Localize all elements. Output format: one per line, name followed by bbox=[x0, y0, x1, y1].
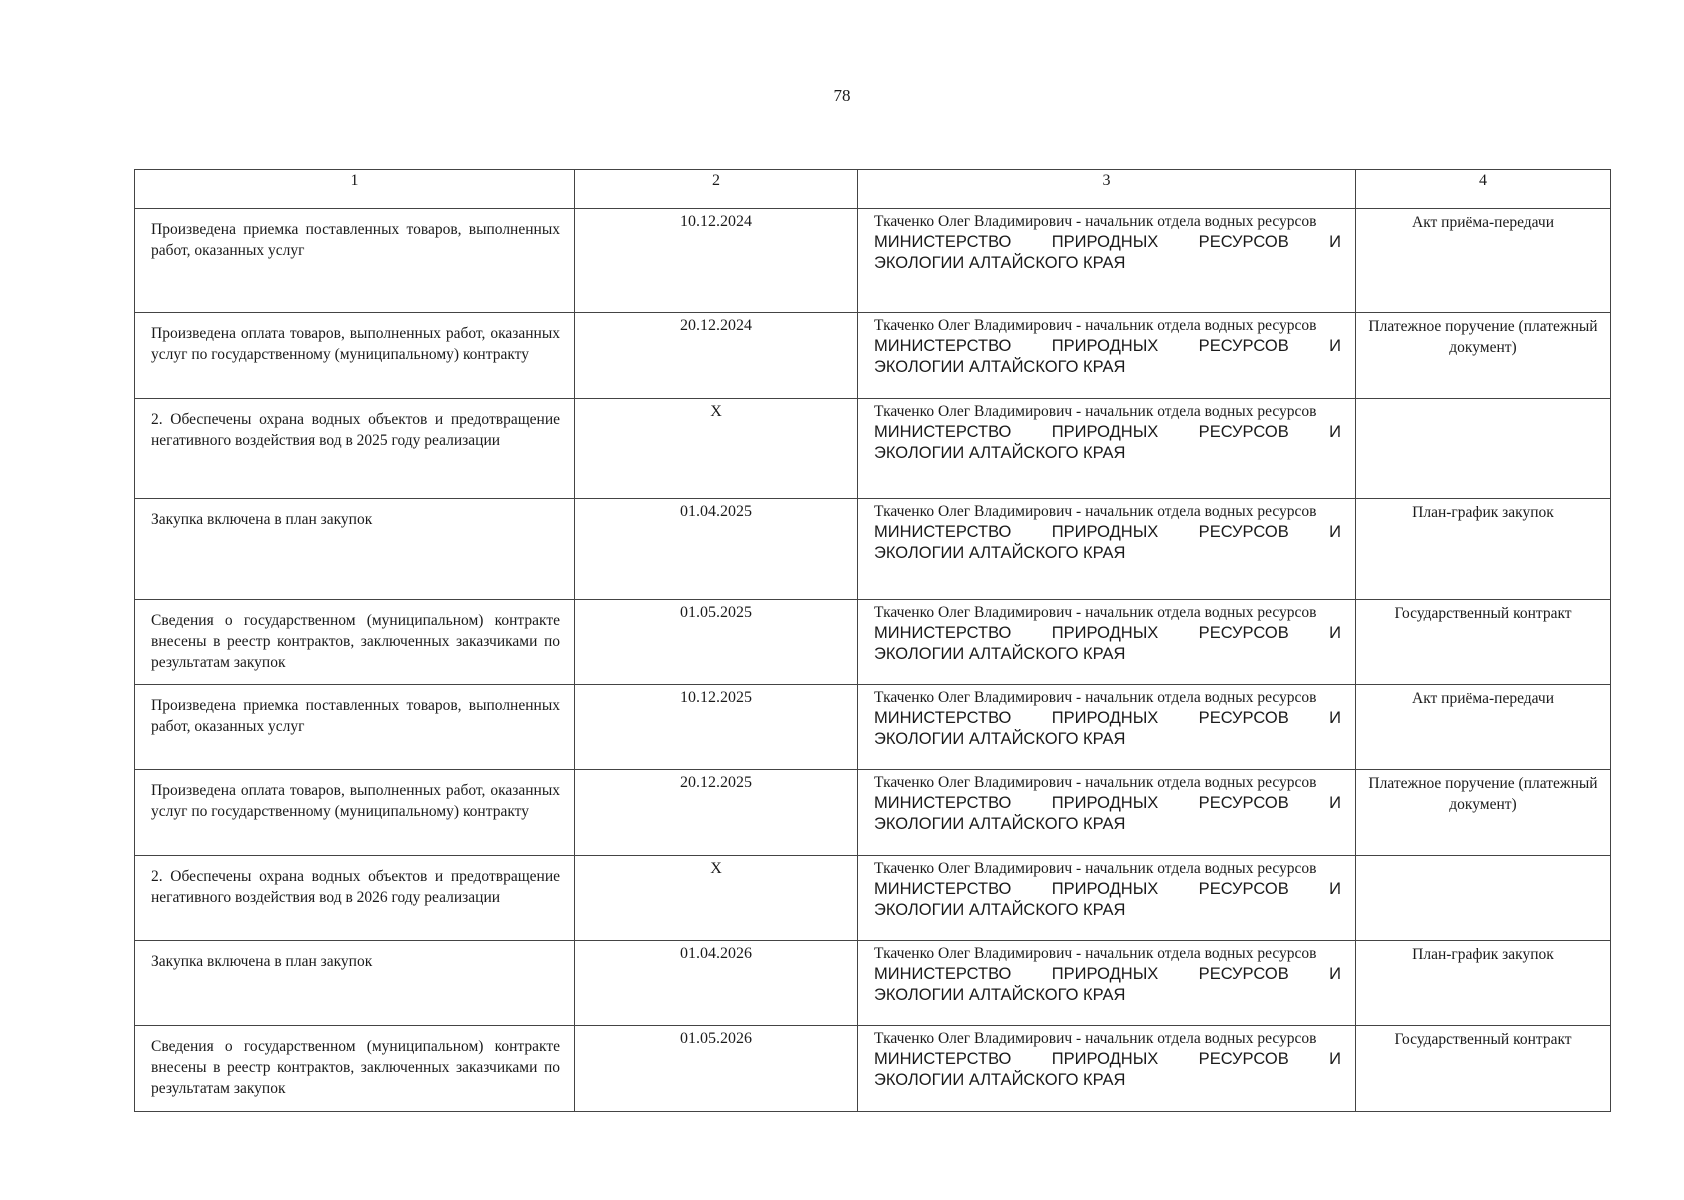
responsible-person: Ткаченко Олег Владимирович - начальник отдела водных ресурсов bbox=[874, 689, 1317, 706]
responsible-cell bbox=[858, 313, 1356, 399]
event-cell: Произведена приемка поставленных товаров, выполненных работ, оказанных услуг bbox=[135, 685, 575, 770]
column-number: 4 bbox=[1356, 170, 1611, 209]
responsible-cell bbox=[858, 856, 1356, 941]
organization-line: МИНИСТЕРСТВО ПРИРОДНЫХ РЕСУРСОВ И bbox=[874, 523, 1341, 541]
responsible-person: Ткаченко Олег Владимирович - начальник отдела водных ресурсов bbox=[874, 503, 1317, 520]
responsible-cell bbox=[858, 685, 1356, 770]
organization-line: ЭКОЛОГИИ АЛТАЙСКОГО КРАЯ bbox=[874, 901, 1126, 919]
table-row bbox=[135, 685, 1611, 770]
date-cell: 01.05.2026 bbox=[575, 1026, 858, 1112]
responsible-person: Ткаченко Олег Владимирович - начальник отдела водных ресурсов bbox=[874, 774, 1317, 791]
event-cell: Произведена оплата товаров, выполненных работ, оказанных услуг по государственному (муниципальному) контракту bbox=[135, 770, 575, 856]
table-row bbox=[135, 1026, 1611, 1112]
organization-line: МИНИСТЕРСТВО ПРИРОДНЫХ РЕСУРСОВ И bbox=[874, 794, 1341, 812]
organization-name bbox=[874, 232, 1341, 274]
responsible-cell bbox=[858, 209, 1356, 313]
column-number-row bbox=[135, 170, 1611, 209]
table-row bbox=[135, 856, 1611, 941]
document-cell bbox=[1356, 856, 1611, 941]
organization-line: ЭКОЛОГИИ АЛТАЙСКОГО КРАЯ bbox=[874, 544, 1126, 562]
organization-name bbox=[874, 793, 1341, 835]
organization-name bbox=[874, 422, 1341, 464]
table-row bbox=[135, 399, 1611, 499]
date-cell: 20.12.2024 bbox=[575, 313, 858, 399]
date-cell: 10.12.2024 bbox=[575, 209, 858, 313]
responsible-person: Ткаченко Олег Владимирович - начальник отдела водных ресурсов bbox=[874, 1030, 1317, 1047]
date-cell: 01.04.2026 bbox=[575, 941, 858, 1026]
organization-name bbox=[874, 708, 1341, 750]
responsible-person: Ткаченко Олег Владимирович - начальник отдела водных ресурсов bbox=[874, 945, 1317, 962]
document-cell: Акт приёма-передачи bbox=[1356, 209, 1611, 313]
organization-line: ЭКОЛОГИИ АЛТАЙСКОГО КРАЯ bbox=[874, 986, 1126, 1004]
column-number: 2 bbox=[575, 170, 858, 209]
responsible-cell bbox=[858, 399, 1356, 499]
event-cell: Закупка включена в план закупок bbox=[135, 499, 575, 600]
document-cell: Платежное поручение (платежный документ) bbox=[1356, 313, 1611, 399]
table-row bbox=[135, 941, 1611, 1026]
organization-name bbox=[874, 336, 1341, 378]
event-cell: Сведения о государственном (муниципальном) контракте внесены в реестр контрактов, заключенных заказчиками по результатам закупок bbox=[135, 600, 575, 685]
date-cell: X bbox=[575, 856, 858, 941]
organization-line: ЭКОЛОГИИ АЛТАЙСКОГО КРАЯ bbox=[874, 444, 1126, 462]
organization-line: МИНИСТЕРСТВО ПРИРОДНЫХ РЕСУРСОВ И bbox=[874, 233, 1341, 251]
organization-line: МИНИСТЕРСТВО ПРИРОДНЫХ РЕСУРСОВ И bbox=[874, 709, 1341, 727]
date-cell: 01.05.2025 bbox=[575, 600, 858, 685]
date-cell: 20.12.2025 bbox=[575, 770, 858, 856]
table-row bbox=[135, 499, 1611, 600]
organization-line: МИНИСТЕРСТВО ПРИРОДНЫХ РЕСУРСОВ И bbox=[874, 880, 1341, 898]
document-cell bbox=[1356, 399, 1611, 499]
responsible-cell bbox=[858, 941, 1356, 1026]
organization-line: ЭКОЛОГИИ АЛТАЙСКОГО КРАЯ bbox=[874, 645, 1126, 663]
event-cell: Закупка включена в план закупок bbox=[135, 941, 575, 1026]
organization-line: МИНИСТЕРСТВО ПРИРОДНЫХ РЕСУРСОВ И bbox=[874, 423, 1341, 441]
table-row bbox=[135, 600, 1611, 685]
organization-line: ЭКОЛОГИИ АЛТАЙСКОГО КРАЯ bbox=[874, 730, 1126, 748]
document-cell: Государственный контракт bbox=[1356, 600, 1611, 685]
organization-line: ЭКОЛОГИИ АЛТАЙСКОГО КРАЯ bbox=[874, 1071, 1126, 1089]
organization-name bbox=[874, 964, 1341, 1006]
responsible-cell bbox=[858, 499, 1356, 600]
event-cell: 2. Обеспечены охрана водных объектов и предотвращение негативного воздействия вод в 2026 году реализации bbox=[135, 856, 575, 941]
document-cell: Платежное поручение (платежный документ) bbox=[1356, 770, 1611, 856]
table-row bbox=[135, 770, 1611, 856]
event-cell: Произведена приемка поставленных товаров, выполненных работ, оказанных услуг bbox=[135, 209, 575, 313]
responsible-person: Ткаченко Олег Владимирович - начальник отдела водных ресурсов bbox=[874, 403, 1317, 420]
control-points-table bbox=[134, 169, 1611, 1112]
responsible-person: Ткаченко Олег Владимирович - начальник отдела водных ресурсов bbox=[874, 860, 1317, 877]
document-cell: План-график закупок bbox=[1356, 499, 1611, 600]
date-cell: X bbox=[575, 399, 858, 499]
organization-name bbox=[874, 1049, 1341, 1091]
document-cell: Акт приёма-передачи bbox=[1356, 685, 1611, 770]
organization-line: ЭКОЛОГИИ АЛТАЙСКОГО КРАЯ bbox=[874, 815, 1126, 833]
column-number: 3 bbox=[858, 170, 1356, 209]
page-number: 78 bbox=[833, 86, 851, 105]
responsible-person: Ткаченко Олег Владимирович - начальник отдела водных ресурсов bbox=[874, 213, 1317, 230]
organization-name bbox=[874, 879, 1341, 921]
responsible-cell bbox=[858, 770, 1356, 856]
responsible-person: Ткаченко Олег Владимирович - начальник отдела водных ресурсов bbox=[874, 317, 1317, 334]
document-cell: Государственный контракт bbox=[1356, 1026, 1611, 1112]
document-cell: План-график закупок bbox=[1356, 941, 1611, 1026]
organization-line: МИНИСТЕРСТВО ПРИРОДНЫХ РЕСУРСОВ И bbox=[874, 337, 1341, 355]
organization-line: МИНИСТЕРСТВО ПРИРОДНЫХ РЕСУРСОВ И bbox=[874, 624, 1341, 642]
responsible-cell bbox=[858, 1026, 1356, 1112]
event-cell: Произведена оплата товаров, выполненных работ, оказанных услуг по государственному (муниципальному) контракту bbox=[135, 313, 575, 399]
organization-line: ЭКОЛОГИИ АЛТАЙСКОГО КРАЯ bbox=[874, 254, 1126, 272]
table-row bbox=[135, 313, 1611, 399]
organization-line: ЭКОЛОГИИ АЛТАЙСКОГО КРАЯ bbox=[874, 358, 1126, 376]
date-cell: 01.04.2025 bbox=[575, 499, 858, 600]
table-row bbox=[135, 209, 1611, 313]
responsible-cell bbox=[858, 600, 1356, 685]
event-cell: Сведения о государственном (муниципальном) контракте внесены в реестр контрактов, заключенных заказчиками по результатам закупок bbox=[135, 1026, 575, 1112]
organization-name bbox=[874, 623, 1341, 665]
organization-line: МИНИСТЕРСТВО ПРИРОДНЫХ РЕСУРСОВ И bbox=[874, 965, 1341, 983]
event-cell: 2. Обеспечены охрана водных объектов и предотвращение негативного воздействия вод в 2025 году реализации bbox=[135, 399, 575, 499]
responsible-person: Ткаченко Олег Владимирович - начальник отдела водных ресурсов bbox=[874, 604, 1317, 621]
date-cell: 10.12.2025 bbox=[575, 685, 858, 770]
organization-name bbox=[874, 522, 1341, 564]
column-number: 1 bbox=[135, 170, 575, 209]
organization-line: МИНИСТЕРСТВО ПРИРОДНЫХ РЕСУРСОВ И bbox=[874, 1050, 1341, 1068]
